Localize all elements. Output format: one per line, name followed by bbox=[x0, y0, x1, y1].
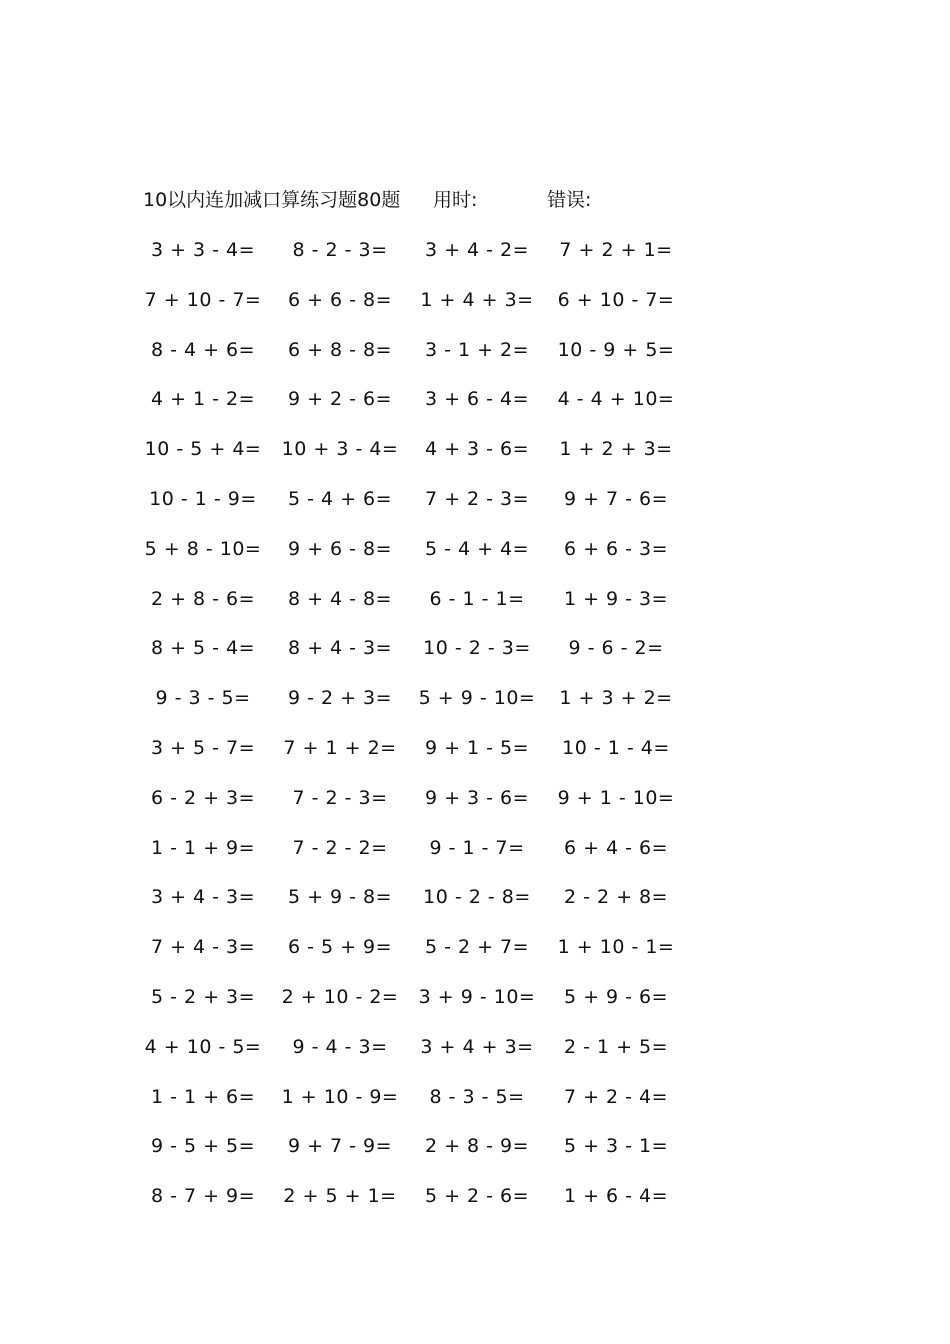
worksheet-header bbox=[143, 186, 703, 214]
problem-item: 9 + 1 - 10= bbox=[557, 786, 675, 809]
problem-item: 3 + 9 - 10= bbox=[418, 985, 536, 1008]
problem-item: 5 - 4 + 4= bbox=[424, 537, 530, 560]
problem-item: 9 + 1 - 5= bbox=[424, 736, 530, 759]
problem-row bbox=[0, 834, 950, 884]
problem-item: 6 + 8 - 8= bbox=[287, 338, 393, 361]
problem-item: 6 + 6 - 8= bbox=[287, 288, 393, 311]
problem-item: 5 + 9 - 10= bbox=[418, 687, 536, 710]
problem-item: 10 - 1 - 9= bbox=[149, 487, 257, 510]
problem-item: 7 - 2 - 2= bbox=[292, 836, 388, 859]
problem-item: 1 + 4 + 3= bbox=[420, 288, 534, 311]
problem-item: 6 - 1 - 1= bbox=[429, 587, 525, 610]
problem-item: 3 + 4 - 3= bbox=[150, 886, 256, 909]
problem-item: 9 + 3 - 6= bbox=[424, 786, 530, 809]
problem-item: 5 + 3 - 1= bbox=[563, 1135, 669, 1158]
problem-item: 8 - 3 - 5= bbox=[429, 1085, 525, 1108]
problem-row bbox=[0, 485, 950, 535]
problem-item: 8 - 7 + 9= bbox=[150, 1185, 256, 1208]
problem-row bbox=[0, 535, 950, 585]
problem-item: 2 - 1 + 5= bbox=[563, 1035, 669, 1058]
problem-row bbox=[0, 983, 950, 1033]
problem-item: 5 + 8 - 10= bbox=[144, 537, 262, 560]
problem-item: 2 + 10 - 2= bbox=[281, 985, 399, 1008]
problem-item: 3 + 4 + 3= bbox=[420, 1035, 534, 1058]
problem-item: 2 + 8 - 6= bbox=[150, 587, 256, 610]
problem-row bbox=[0, 385, 950, 435]
problem-item: 10 - 1 - 4= bbox=[562, 736, 670, 759]
problem-item: 9 + 7 - 9= bbox=[287, 1135, 393, 1158]
problem-item: 8 + 5 - 4= bbox=[150, 637, 256, 660]
errors-label: 错误: bbox=[547, 189, 592, 211]
problem-item: 6 - 2 + 3= bbox=[150, 786, 256, 809]
problem-item: 2 - 2 + 8= bbox=[563, 886, 669, 909]
problem-item: 9 + 6 - 8= bbox=[287, 537, 393, 560]
problem-item: 3 + 4 - 2= bbox=[424, 239, 530, 261]
problem-item: 7 + 2 - 3= bbox=[424, 487, 530, 510]
problem-grid bbox=[0, 236, 950, 1232]
problem-item: 8 - 2 - 3= bbox=[292, 239, 388, 261]
problem-item: 9 - 3 - 5= bbox=[155, 687, 251, 710]
problem-item: 5 - 2 + 7= bbox=[424, 936, 530, 959]
problem-item: 1 - 1 + 9= bbox=[150, 836, 256, 859]
worksheet-title: 10以内连加减口算练习题80题 bbox=[143, 189, 401, 211]
problem-row bbox=[0, 883, 950, 933]
problem-item: 6 - 5 + 9= bbox=[287, 936, 393, 959]
problem-item: 6 + 6 - 3= bbox=[563, 537, 669, 560]
problem-row bbox=[0, 286, 950, 336]
time-used-label: 用时: bbox=[433, 189, 478, 211]
problem-item: 6 + 10 - 7= bbox=[557, 288, 675, 311]
problem-item: 9 - 4 - 3= bbox=[292, 1035, 388, 1058]
problem-item: 5 + 9 - 6= bbox=[563, 985, 669, 1008]
problem-item: 9 - 5 + 5= bbox=[150, 1135, 256, 1158]
problem-row bbox=[0, 634, 950, 684]
problem-row bbox=[0, 435, 950, 485]
problem-item: 10 + 3 - 4= bbox=[281, 438, 399, 461]
problem-row bbox=[0, 684, 950, 734]
problem-item: 4 - 4 + 10= bbox=[557, 388, 675, 411]
problem-item: 4 + 1 - 2= bbox=[150, 388, 256, 411]
problem-row bbox=[0, 784, 950, 834]
problem-item: 1 + 9 - 3= bbox=[563, 587, 669, 610]
problem-row bbox=[0, 1132, 950, 1182]
problem-item: 4 + 3 - 6= bbox=[424, 438, 530, 461]
problem-item: 5 - 4 + 6= bbox=[287, 487, 393, 510]
problem-item: 9 - 2 + 3= bbox=[287, 687, 393, 710]
problem-row bbox=[0, 336, 950, 386]
problem-item: 9 - 1 - 7= bbox=[429, 836, 525, 859]
problem-item: 7 + 1 + 2= bbox=[283, 736, 397, 759]
problem-item: 2 + 5 + 1= bbox=[283, 1185, 397, 1208]
problem-item: 6 + 4 - 6= bbox=[563, 836, 669, 859]
problem-item: 3 - 1 + 2= bbox=[424, 338, 530, 361]
problem-item: 10 - 2 - 8= bbox=[423, 886, 531, 909]
problem-item: 4 + 10 - 5= bbox=[144, 1035, 262, 1058]
problem-item: 2 + 8 - 9= bbox=[424, 1135, 530, 1158]
problem-item: 7 + 2 + 1= bbox=[559, 239, 673, 261]
problem-item: 5 + 9 - 8= bbox=[287, 886, 393, 909]
problem-item: 3 + 3 - 4= bbox=[150, 239, 256, 261]
problem-item: 10 - 9 + 5= bbox=[557, 338, 675, 361]
problem-item: 7 + 2 - 4= bbox=[563, 1085, 669, 1108]
problem-item: 7 + 10 - 7= bbox=[144, 288, 262, 311]
problem-item: 7 + 4 - 3= bbox=[150, 936, 256, 959]
problem-item: 5 - 2 + 3= bbox=[150, 985, 256, 1008]
problem-item: 5 + 2 - 6= bbox=[424, 1185, 530, 1208]
problem-item: 1 + 6 - 4= bbox=[563, 1185, 669, 1208]
problem-item: 1 + 3 + 2= bbox=[559, 687, 673, 710]
problem-row bbox=[0, 1083, 950, 1133]
problem-row bbox=[0, 1033, 950, 1083]
problem-row bbox=[0, 1182, 950, 1232]
problem-item: 8 - 4 + 6= bbox=[150, 338, 256, 361]
problem-row bbox=[0, 585, 950, 635]
problem-item: 1 - 1 + 6= bbox=[150, 1085, 256, 1108]
problem-item: 9 - 6 - 2= bbox=[568, 637, 664, 660]
problem-item: 1 + 10 - 1= bbox=[557, 936, 675, 959]
problem-item: 8 + 4 - 3= bbox=[287, 637, 393, 660]
problem-item: 9 + 7 - 6= bbox=[563, 487, 669, 510]
problem-item: 1 + 2 + 3= bbox=[559, 438, 673, 461]
problem-row bbox=[0, 933, 950, 983]
problem-item: 9 + 2 - 6= bbox=[287, 388, 393, 411]
problem-row bbox=[0, 236, 950, 286]
problem-item: 7 - 2 - 3= bbox=[292, 786, 388, 809]
problem-row bbox=[0, 734, 950, 784]
problem-item: 10 - 5 + 4= bbox=[144, 438, 262, 461]
problem-item: 3 + 6 - 4= bbox=[424, 388, 530, 411]
problem-item: 1 + 10 - 9= bbox=[281, 1085, 399, 1108]
problem-item: 10 - 2 - 3= bbox=[423, 637, 531, 660]
problem-item: 3 + 5 - 7= bbox=[150, 736, 256, 759]
problem-item: 8 + 4 - 8= bbox=[287, 587, 393, 610]
